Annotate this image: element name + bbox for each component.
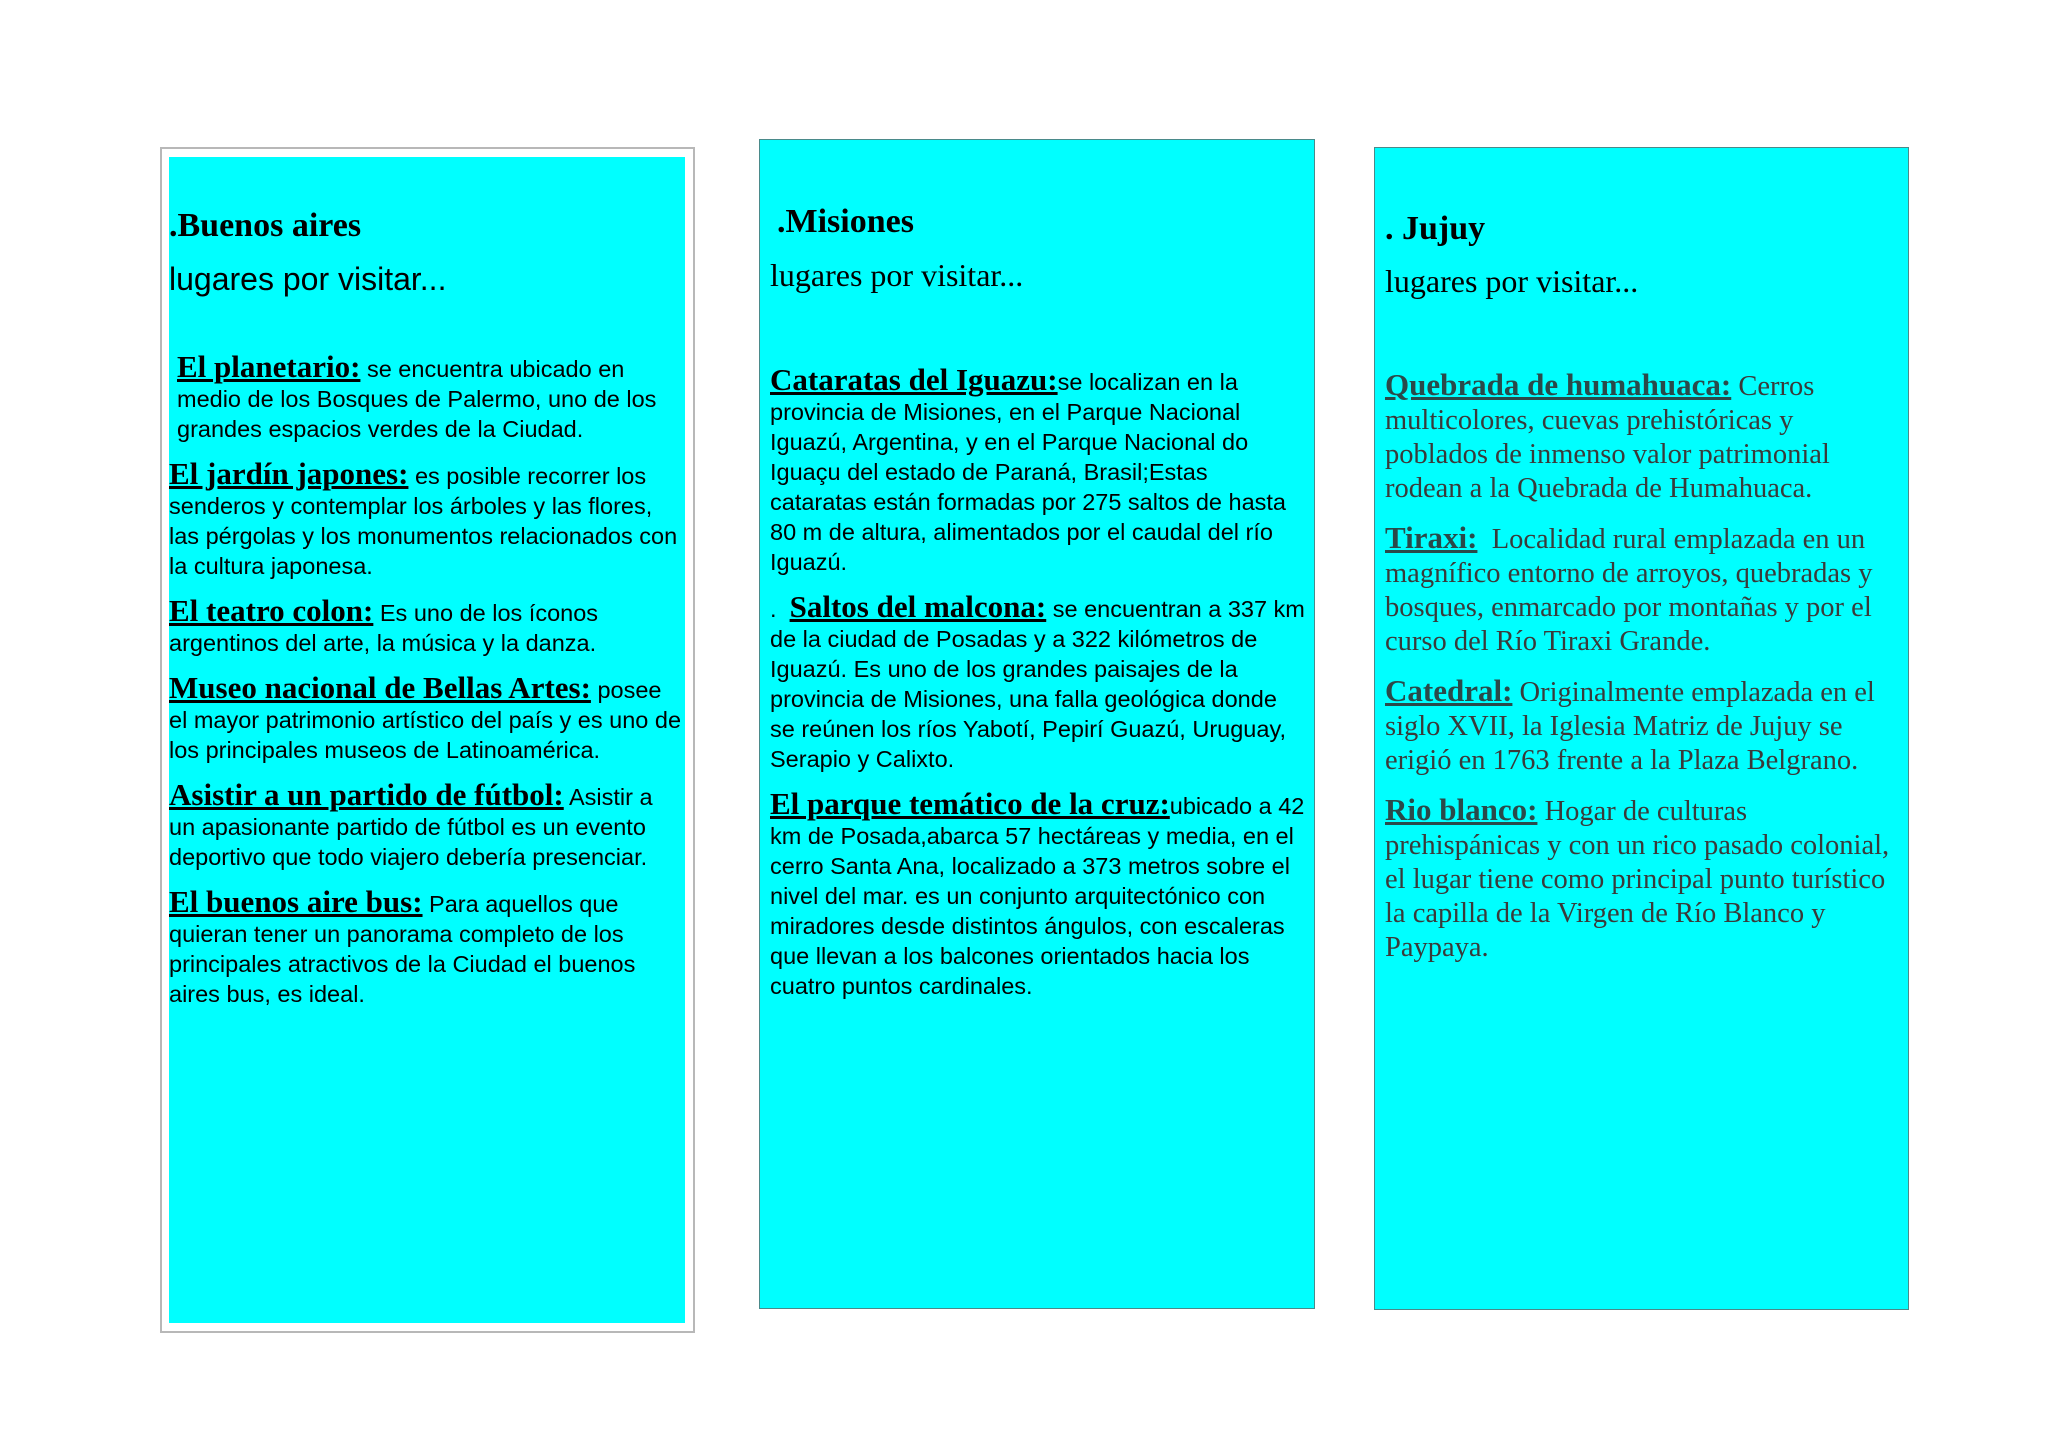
- entry-text: ubicado a 42 km de Posada,abarca 57 hectáreas y media, en el cerro Santa Ana, localizado a 373 metros sobre el nivel del mar. es un conjunto arquitectónico con miradores desde distintos ángulos, con escaleras que llevan a los balcones orientados hacia los cuatro puntos cardinales.: [770, 793, 1305, 999]
- entry-item: [1385, 674, 1900, 778]
- entry-item: [169, 593, 683, 658]
- buenos-aires-panel: [169, 157, 685, 1323]
- entry-text: Para aquellos que quieran tener un panorama completo de los principales atractivos de la Ciudad el buenos aires bus, es ideal.: [169, 891, 636, 1007]
- entry-item: [169, 349, 683, 444]
- entry-text: Localidad rural emplazada en un magnífico entorno de arroyos, quebradas y bosques, enmarcado por montañas y por el curso del Río Tiraxi Grande.: [1385, 524, 1880, 657]
- entry-heading: El planetario:: [177, 349, 361, 384]
- entry-item: [770, 786, 1306, 1001]
- entry-text: posee el mayor patrimonio artístico del país y es uno de los principales museos de Latinoamérica.: [169, 677, 682, 763]
- entry-prefix: .: [770, 596, 790, 622]
- entry-text: se localizan en la provincia de Misiones, en el Parque Nacional Iguazú, Argentina, y en el Parque Nacional do Iguaçu del estado de Paraná, Brasil;Estas cataratas están formadas por 275 saltos de hasta 80 m de altura, alimentados por el caudal del río Iguazú.: [770, 369, 1287, 575]
- entry-item: [770, 589, 1306, 774]
- entry-text: Originalmente emplazada en el siglo XVII, la Iglesia Matriz de Jujuy se erigió en 1763 frente a la Plaza Belgrano.: [1385, 677, 1875, 776]
- entry-item: [770, 362, 1306, 577]
- entry-item: [1385, 521, 1900, 659]
- entry-heading: El teatro colon:: [169, 593, 374, 628]
- misiones-panel: [759, 139, 1315, 1309]
- entry-list: [169, 349, 683, 1024]
- entry-heading: El jardín japones:: [169, 456, 409, 491]
- entry-heading: El buenos aire bus:: [169, 884, 423, 919]
- entry-heading: Saltos del malcona:: [789, 589, 1047, 624]
- entry-text: Asistir a un apasionante partido de fútbol es un evento deportivo que todo viajero debería presenciar.: [169, 784, 653, 870]
- entry-heading: Rio blanco:: [1385, 792, 1538, 827]
- panel-title: .Buenos aires: [169, 207, 362, 244]
- panel-subtitle: lugares por visitar...: [169, 261, 447, 297]
- entry-heading: Quebrada de humahuaca:: [1385, 367, 1732, 402]
- entry-item: [1385, 793, 1900, 965]
- entry-item: [169, 456, 683, 581]
- panel-subtitle: lugares por visitar...: [1385, 263, 1639, 299]
- entry-text: Hogar de culturas prehispánicas y con un rico pasado colonial, el lugar tiene como principal punto turístico la capilla de la Virgen de Río Blanco y Paypaya.: [1385, 796, 1890, 963]
- entry-text: se encuentra ubicado en medio de los Bosques de Palermo, uno de los grandes espacios verdes de la Ciudad.: [177, 356, 657, 442]
- jujuy-panel: [1374, 147, 1909, 1310]
- entry-heading: Cataratas del Iguazu:: [770, 362, 1058, 397]
- entry-text: Cerros multicolores, cuevas prehistóricas y poblados de inmenso valor patrimonial rodean a la Quebrada de Humahuaca.: [1385, 371, 1830, 504]
- entry-item: [169, 884, 683, 1009]
- entry-heading: El parque temático de la cruz:: [770, 786, 1170, 821]
- entry-heading: Tiraxi:: [1385, 520, 1478, 555]
- entry-heading: Catedral:: [1385, 673, 1513, 708]
- entry-item: [1385, 368, 1900, 506]
- panel-title: . Jujuy: [1385, 210, 1486, 247]
- entry-text: es posible recorrer los senderos y contemplar los árboles y las flores, las pérgolas y los monumentos relacionados con la cultura japonesa.: [169, 463, 678, 579]
- entry-text: se encuentran a 337 km de la ciudad de Posadas y a 322 kilómetros de Iguazú. Es uno de los grandes paisajes de la provincia de Misiones, una falla geológica donde se reúnen los ríos Yabotí, Pepirí Guazú, Uruguay, Serapio y Calixto.: [770, 596, 1305, 772]
- entry-heading: Asistir a un partido de fútbol:: [169, 777, 564, 812]
- entry-item: [169, 670, 683, 765]
- entry-list: [1385, 368, 1900, 980]
- panel-subtitle: lugares por visitar...: [770, 257, 1024, 293]
- entry-item: [169, 777, 683, 872]
- entry-heading: Museo nacional de Bellas Artes:: [169, 670, 591, 705]
- entry-list: [770, 362, 1306, 1016]
- entry-text: Es uno de los íconos argentinos del arte, la música y la danza.: [169, 600, 599, 656]
- panel-title: .Misiones: [777, 203, 914, 240]
